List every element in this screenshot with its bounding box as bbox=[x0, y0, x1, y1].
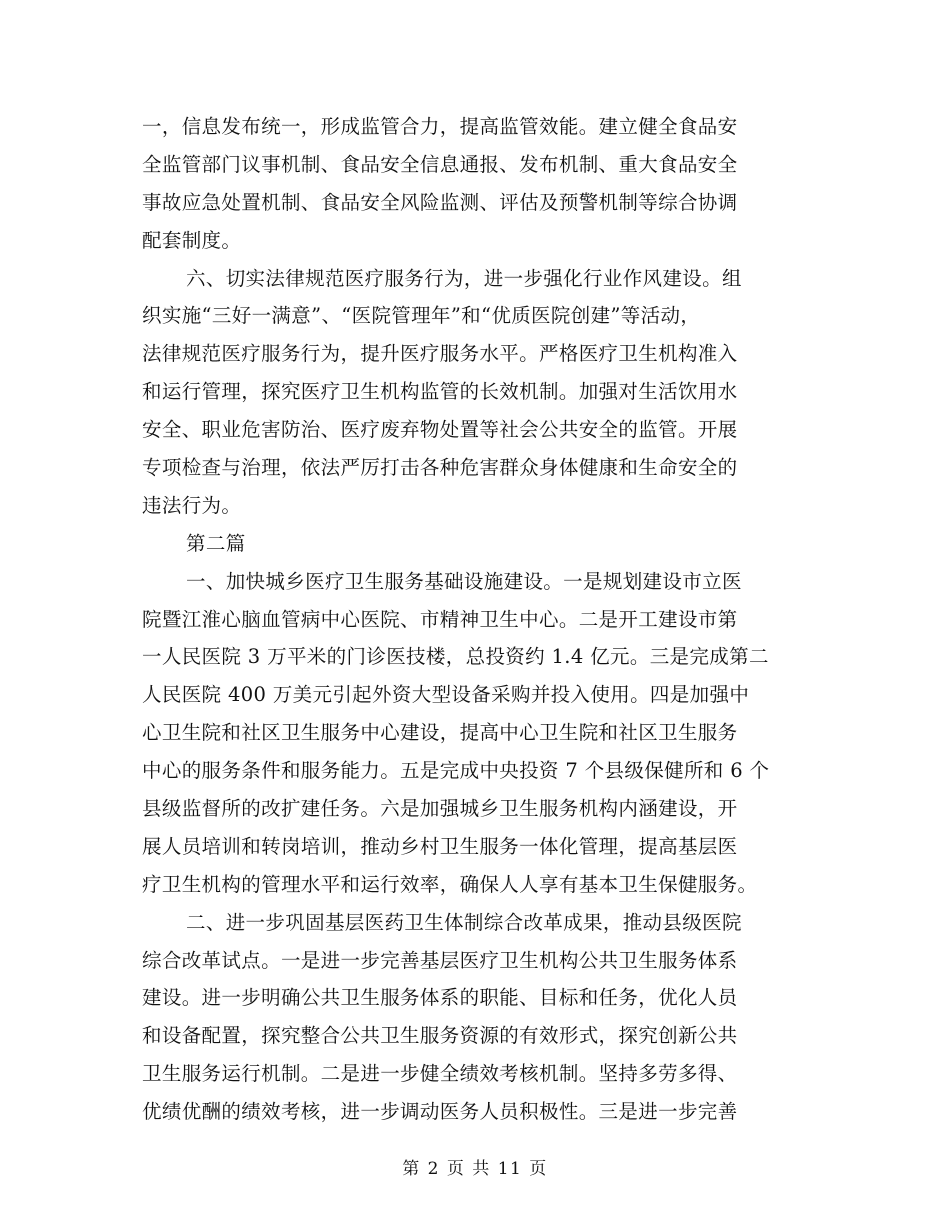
text-line: 展人员培训和转岗培训，推动乡村卫生服务一体化管理，提高基层医 bbox=[142, 834, 738, 858]
text-line: 心卫生院和社区卫生服务中心建设，提高中心卫生院和社区卫生服务 bbox=[142, 721, 738, 745]
paragraph-start-line: 二、进一步巩固基层医药卫生体制综合改革成果，推动县级医院 bbox=[186, 910, 742, 934]
text-line: 中心的服务条件和服务能力。五是完成中央投资 7 个县级保健所和 6 个 bbox=[142, 759, 770, 783]
body-text bbox=[142, 108, 814, 1131]
text-line: 织实施“三好一满意”、“医院管理年”和“优质医院创建”等活动， bbox=[142, 304, 701, 328]
text-line: 人民医院 400 万美元引起外资大型设备采购并投入使用。四是加强中 bbox=[142, 683, 750, 707]
text-line: 建设。进一步明确公共卫生服务体系的职能、目标和任务，优化人员 bbox=[142, 986, 738, 1010]
text-line: 疗卫生机构的管理水平和运行效率，确保人人享有基本卫生保健服务。 bbox=[142, 872, 758, 896]
text-line: 专项检查与治理，依法严厉打击各种危害群众身体健康和生命安全的 bbox=[142, 456, 738, 480]
text-line: 全监管部门议事机制、食品安全信息通报、发布机制、重大食品安全 bbox=[142, 152, 738, 176]
section-heading: 第二篇 bbox=[186, 531, 246, 555]
text-line: 法律规范医疗服务行为，提升医疗服务水平。严格医疗卫生机构准入 bbox=[142, 342, 738, 366]
text-line: 安全、职业危害防治、医疗废弃物处置等社会公共安全的监管。开展 bbox=[142, 418, 738, 442]
paragraph-start-line: 六、切实法律规范医疗服务行为，进一步强化行业作风建设。组 bbox=[186, 266, 742, 290]
text-line: 卫生服务运行机制。二是进一步健全绩效考核机制。坚持多劳多得、 bbox=[142, 1062, 738, 1086]
text-line: 县级监督所的改扩建任务。六是加强城乡卫生服务机构内涵建设，开 bbox=[142, 797, 738, 821]
text-line: 优绩优酬的绩效考核，进一步调动医务人员积极性。三是进一步完善 bbox=[142, 1100, 738, 1124]
paragraph-start-line: 一、加快城乡医疗卫生服务基础设施建设。一是规划建设市立医 bbox=[186, 569, 742, 593]
text-line: 和设备配置，探究整合公共卫生服务资源的有效形式，探究创新公共 bbox=[142, 1024, 738, 1048]
page-number-footer: 第 2 页 共 11 页 bbox=[402, 1159, 548, 1179]
text-line: 违法行为。 bbox=[142, 493, 242, 517]
text-line: 综合改革试点。一是进一步完善基层医疗卫生机构公共卫生服务体系 bbox=[142, 948, 738, 972]
text-line: 一，信息发布统一，形成监管合力，提高监管效能。建立健全食品安 bbox=[142, 115, 738, 138]
text-line: 事故应急处置机制、食品安全风险监测、评估及预警机制等综合协调 bbox=[142, 190, 738, 214]
text-line: 院暨江淮心脑血管病中心医院、市精神卫生中心。二是开工建设市第 bbox=[142, 607, 738, 631]
text-line: 一人民医院 3 万平米的门诊医技楼，总投资约 1.4 亿元。三是完成第二 bbox=[142, 645, 769, 669]
text-line: 和运行管理，探究医疗卫生机构监管的长效机制。加强对生活饮用水 bbox=[142, 380, 738, 404]
text-line: 配套制度。 bbox=[142, 228, 242, 252]
